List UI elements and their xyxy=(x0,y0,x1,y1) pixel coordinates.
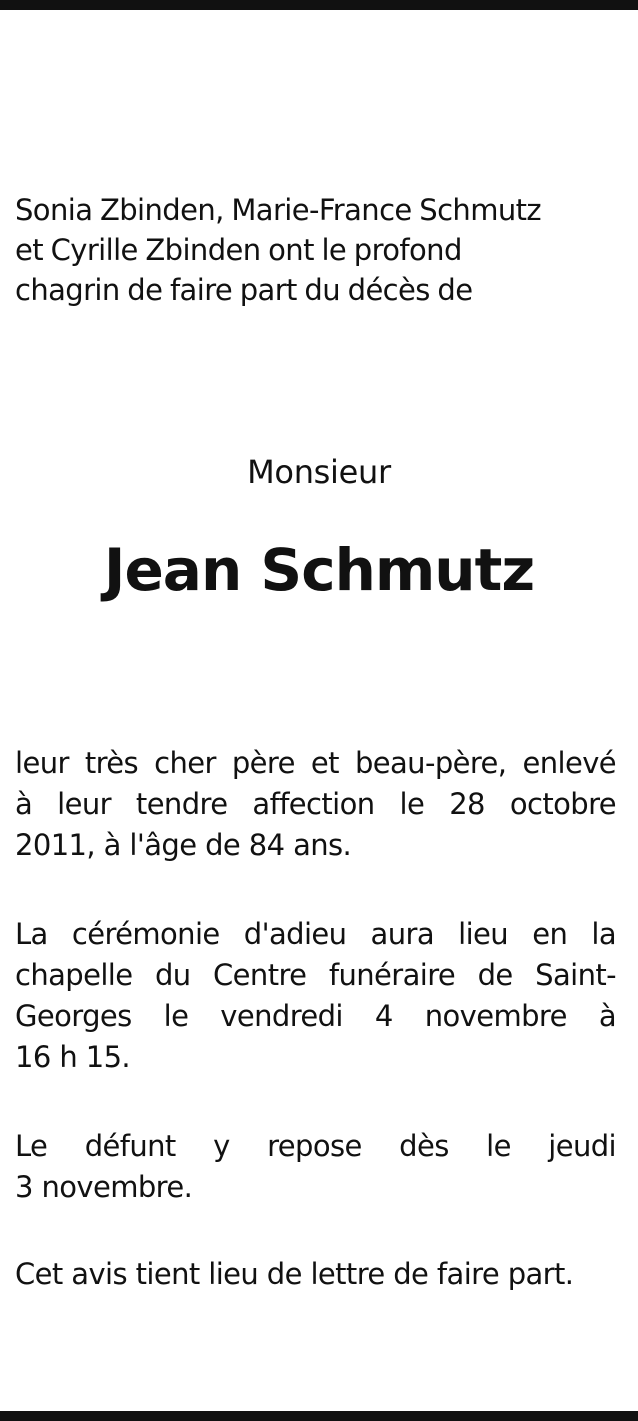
paragraph-line: Le défunt y repose dès le jeudi xyxy=(15,1129,616,1163)
bottom-border-rule xyxy=(0,1411,638,1421)
paragraph-viewing xyxy=(15,1126,616,1208)
paragraph-closing-notice xyxy=(15,1254,616,1295)
paragraph-line: 3 novembre. xyxy=(15,1170,193,1204)
intro-line: chagrin de faire part du décès de xyxy=(15,273,473,307)
intro-line: et Cyrille Zbinden ont le profond xyxy=(15,233,462,267)
paragraph-line: à leur tendre affection le 28 octobre xyxy=(15,787,616,821)
intro-line: Sonia Zbinden, Marie-France Schmutz xyxy=(15,193,542,227)
paragraph-death-notice xyxy=(15,743,616,866)
top-border-rule xyxy=(0,0,638,10)
paragraph-line: Georges le vendredi 4 novembre à xyxy=(15,999,616,1033)
paragraph-line: leur très cher père et beau-père, enlevé xyxy=(15,746,616,780)
paragraph-ceremony xyxy=(15,914,616,1078)
paragraph-line: chapelle du Centre funéraire de Saint- xyxy=(15,958,616,992)
honorific: Monsieur xyxy=(247,453,391,491)
deceased-name: Jean Schmutz xyxy=(103,536,535,604)
paragraph-line: 2011, à l'âge de 84 ans. xyxy=(15,828,352,862)
paragraph-line: Cet avis tient lieu de lettre de faire part. xyxy=(15,1257,574,1291)
intro-text xyxy=(15,190,623,310)
paragraph-line: 16 h 15. xyxy=(15,1040,131,1074)
paragraph-line: La cérémonie d'adieu aura lieu en la xyxy=(15,917,616,951)
